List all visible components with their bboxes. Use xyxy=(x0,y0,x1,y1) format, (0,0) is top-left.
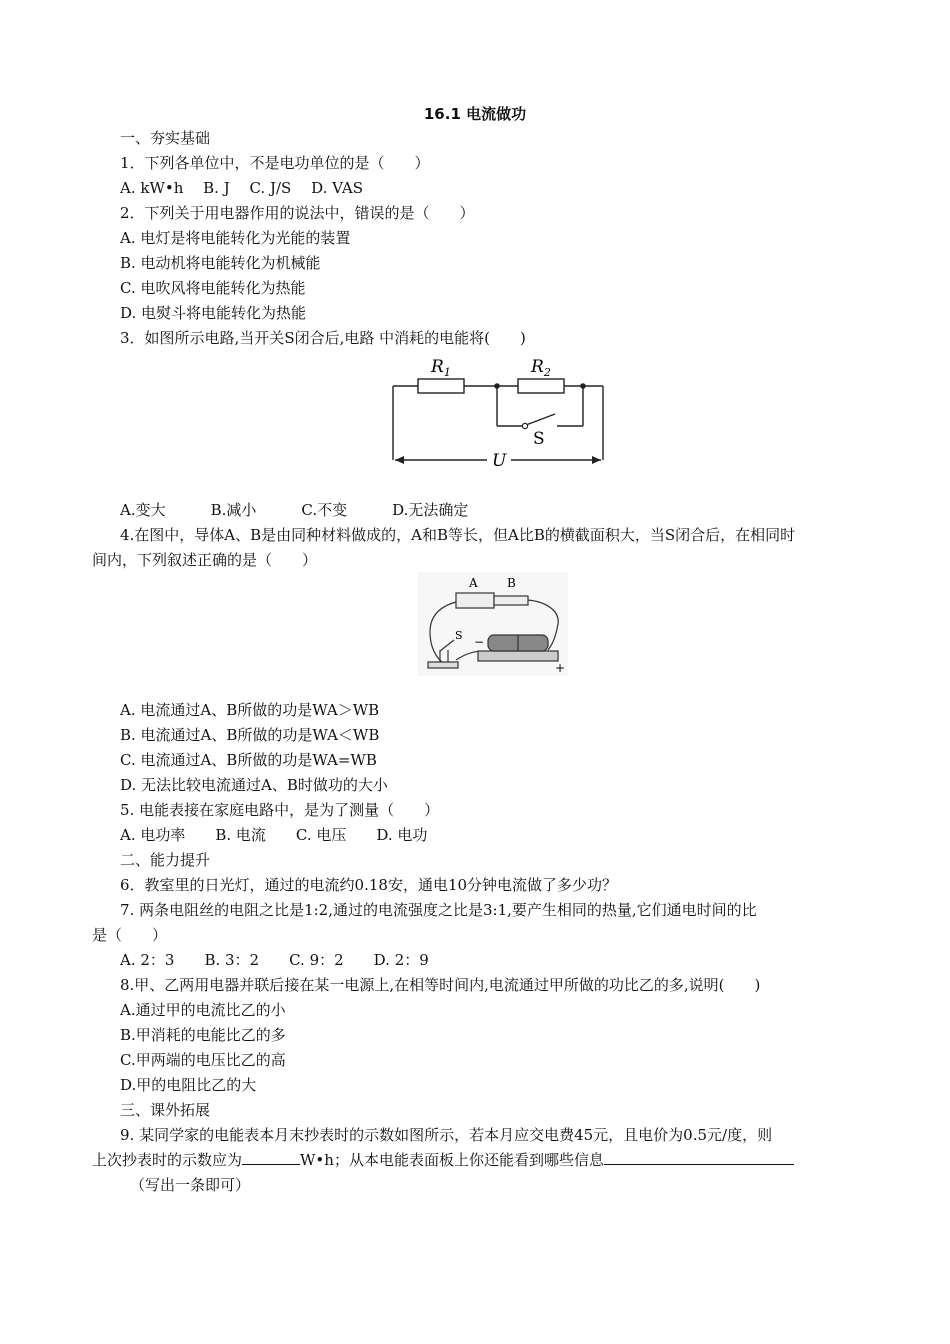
question-8-option-a: A.通过甲的电流比乙的小 xyxy=(120,1001,286,1019)
label-voltage: U xyxy=(492,451,507,471)
question-9-note: （写出一条即可） xyxy=(130,1176,251,1194)
label-r1-sub: 1 xyxy=(443,366,451,379)
answer-blank-reading[interactable] xyxy=(242,1150,300,1165)
label-r1: R xyxy=(431,357,444,377)
question-3-stem: 3．如图所示电路,当开关S闭合后,电路 中消耗的电能将( ) xyxy=(120,329,526,347)
question-8-option-b: B.甲消耗的电能比乙的多 xyxy=(120,1026,286,1044)
fig-label-s: S xyxy=(455,629,463,642)
label-r2: R xyxy=(531,357,544,377)
resistor-r1 xyxy=(418,379,464,393)
question-8-stem: 8.甲、乙两用电器并联后接在某一电源上,在相等时间内,电流通过甲所做的功比乙的多,说明( ) xyxy=(120,976,761,994)
conductor-a xyxy=(456,593,494,608)
question-6-stem: 6．教室里的日光灯，通过的电流约0.18安，通电10分钟电流做了多少功？ xyxy=(120,876,618,894)
question-3-options: A.变大 B.减小 C.不变 D.无法确定 xyxy=(120,501,469,519)
question-2-option-d: D. 电熨斗将电能转化为热能 xyxy=(120,304,307,322)
question-1-stem: 1．下列各单位中，不是电功单位的是（ ） xyxy=(120,154,430,172)
label-r2-sub: 2 xyxy=(543,366,551,379)
question-9-stem-line2 xyxy=(92,1150,794,1170)
answer-blank-info[interactable] xyxy=(604,1150,794,1165)
resistor-r2 xyxy=(518,379,564,393)
svg-text:R1 xyxy=(430,357,451,379)
page-title: 16.1 电流做功 xyxy=(423,105,527,123)
section-heading-basics: 一、夯实基础 xyxy=(120,129,211,147)
question-1-options: A. kW•h B. J C. J/S D. VAS xyxy=(120,179,364,197)
fig-label-a: A xyxy=(469,576,478,590)
question-7-options: A. 2：3 B. 3：2 C. 9：2 D. 2：9 xyxy=(120,951,429,969)
question-7-stem-line2: 是（ ） xyxy=(92,926,168,944)
question-9-stem-line1: 9. 某同学家的电能表本月末抄表时的示数如图所示，若本月应交电费45元，且电价为0.5元/度，则 xyxy=(120,1126,773,1144)
question-8-option-c: C.甲两端的电压比乙的高 xyxy=(120,1051,286,1069)
section-heading-extension: 三、课外拓展 xyxy=(120,1101,211,1119)
question-2-option-a: A. 电灯是将电能转化为光能的装置 xyxy=(120,229,351,247)
conductor-b xyxy=(494,596,528,605)
switch-blade xyxy=(526,414,555,425)
question-5-options: A. 电功率 B. 电流 C. 电压 D. 电功 xyxy=(120,826,428,844)
fig-label-minus: − xyxy=(474,635,485,649)
question-2-option-b: B. 电动机将电能转化为机械能 xyxy=(120,254,321,272)
question-4-option-d: D. 无法比较电流通过A、B时做功的大小 xyxy=(120,776,388,794)
question-4-option-a: A. 电流通过A、B所做的功是WA＞WB xyxy=(120,701,380,719)
question-4-stem-line1: 4.在图中，导体A、B是由同种材料做成的，A和B等长，但A比B的横截面积大，当S闭合后，在相同时 xyxy=(120,526,796,544)
question-5-stem: 5. 电能表接在家庭电路中，是为了测量（ ） xyxy=(120,801,440,819)
question-2-stem: 2．下列关于用电器作用的说法中，错误的是（ ） xyxy=(120,204,475,222)
question-4-option-c: C. 电流通过A、B所做的功是WA=WB xyxy=(120,751,377,769)
question-4-option-b: B. 电流通过A、B所做的功是WA＜WB xyxy=(120,726,380,744)
svg-text:R2 xyxy=(530,357,551,379)
fig-label-b: B xyxy=(507,576,516,590)
question-4-stem-line2: 间内，下列叙述正确的是（ ） xyxy=(92,551,318,569)
question-8-option-d: D.甲的电阻比乙的大 xyxy=(120,1076,257,1094)
section-heading-ability: 二、能力提升 xyxy=(120,851,211,869)
question-9-text-b: W•h；从本电能表面板上你还能看到哪些信息 xyxy=(300,1151,604,1169)
label-switch: S xyxy=(533,429,545,449)
question-7-stem-line1: 7. 两条电阻丝的电阻之比是1:2,通过的电流强度之比是3:1,要产生相同的热量,它们通电时间的比 xyxy=(120,901,757,919)
circuit-diagram-q3 xyxy=(385,350,615,475)
question-2-option-c: C. 电吹风将电能转化为热能 xyxy=(120,279,306,297)
question-9-text-a: 上次抄表时的示数应为 xyxy=(92,1151,243,1169)
apparatus-figure-q4 xyxy=(418,572,568,676)
fig-label-plus: + xyxy=(555,661,566,675)
